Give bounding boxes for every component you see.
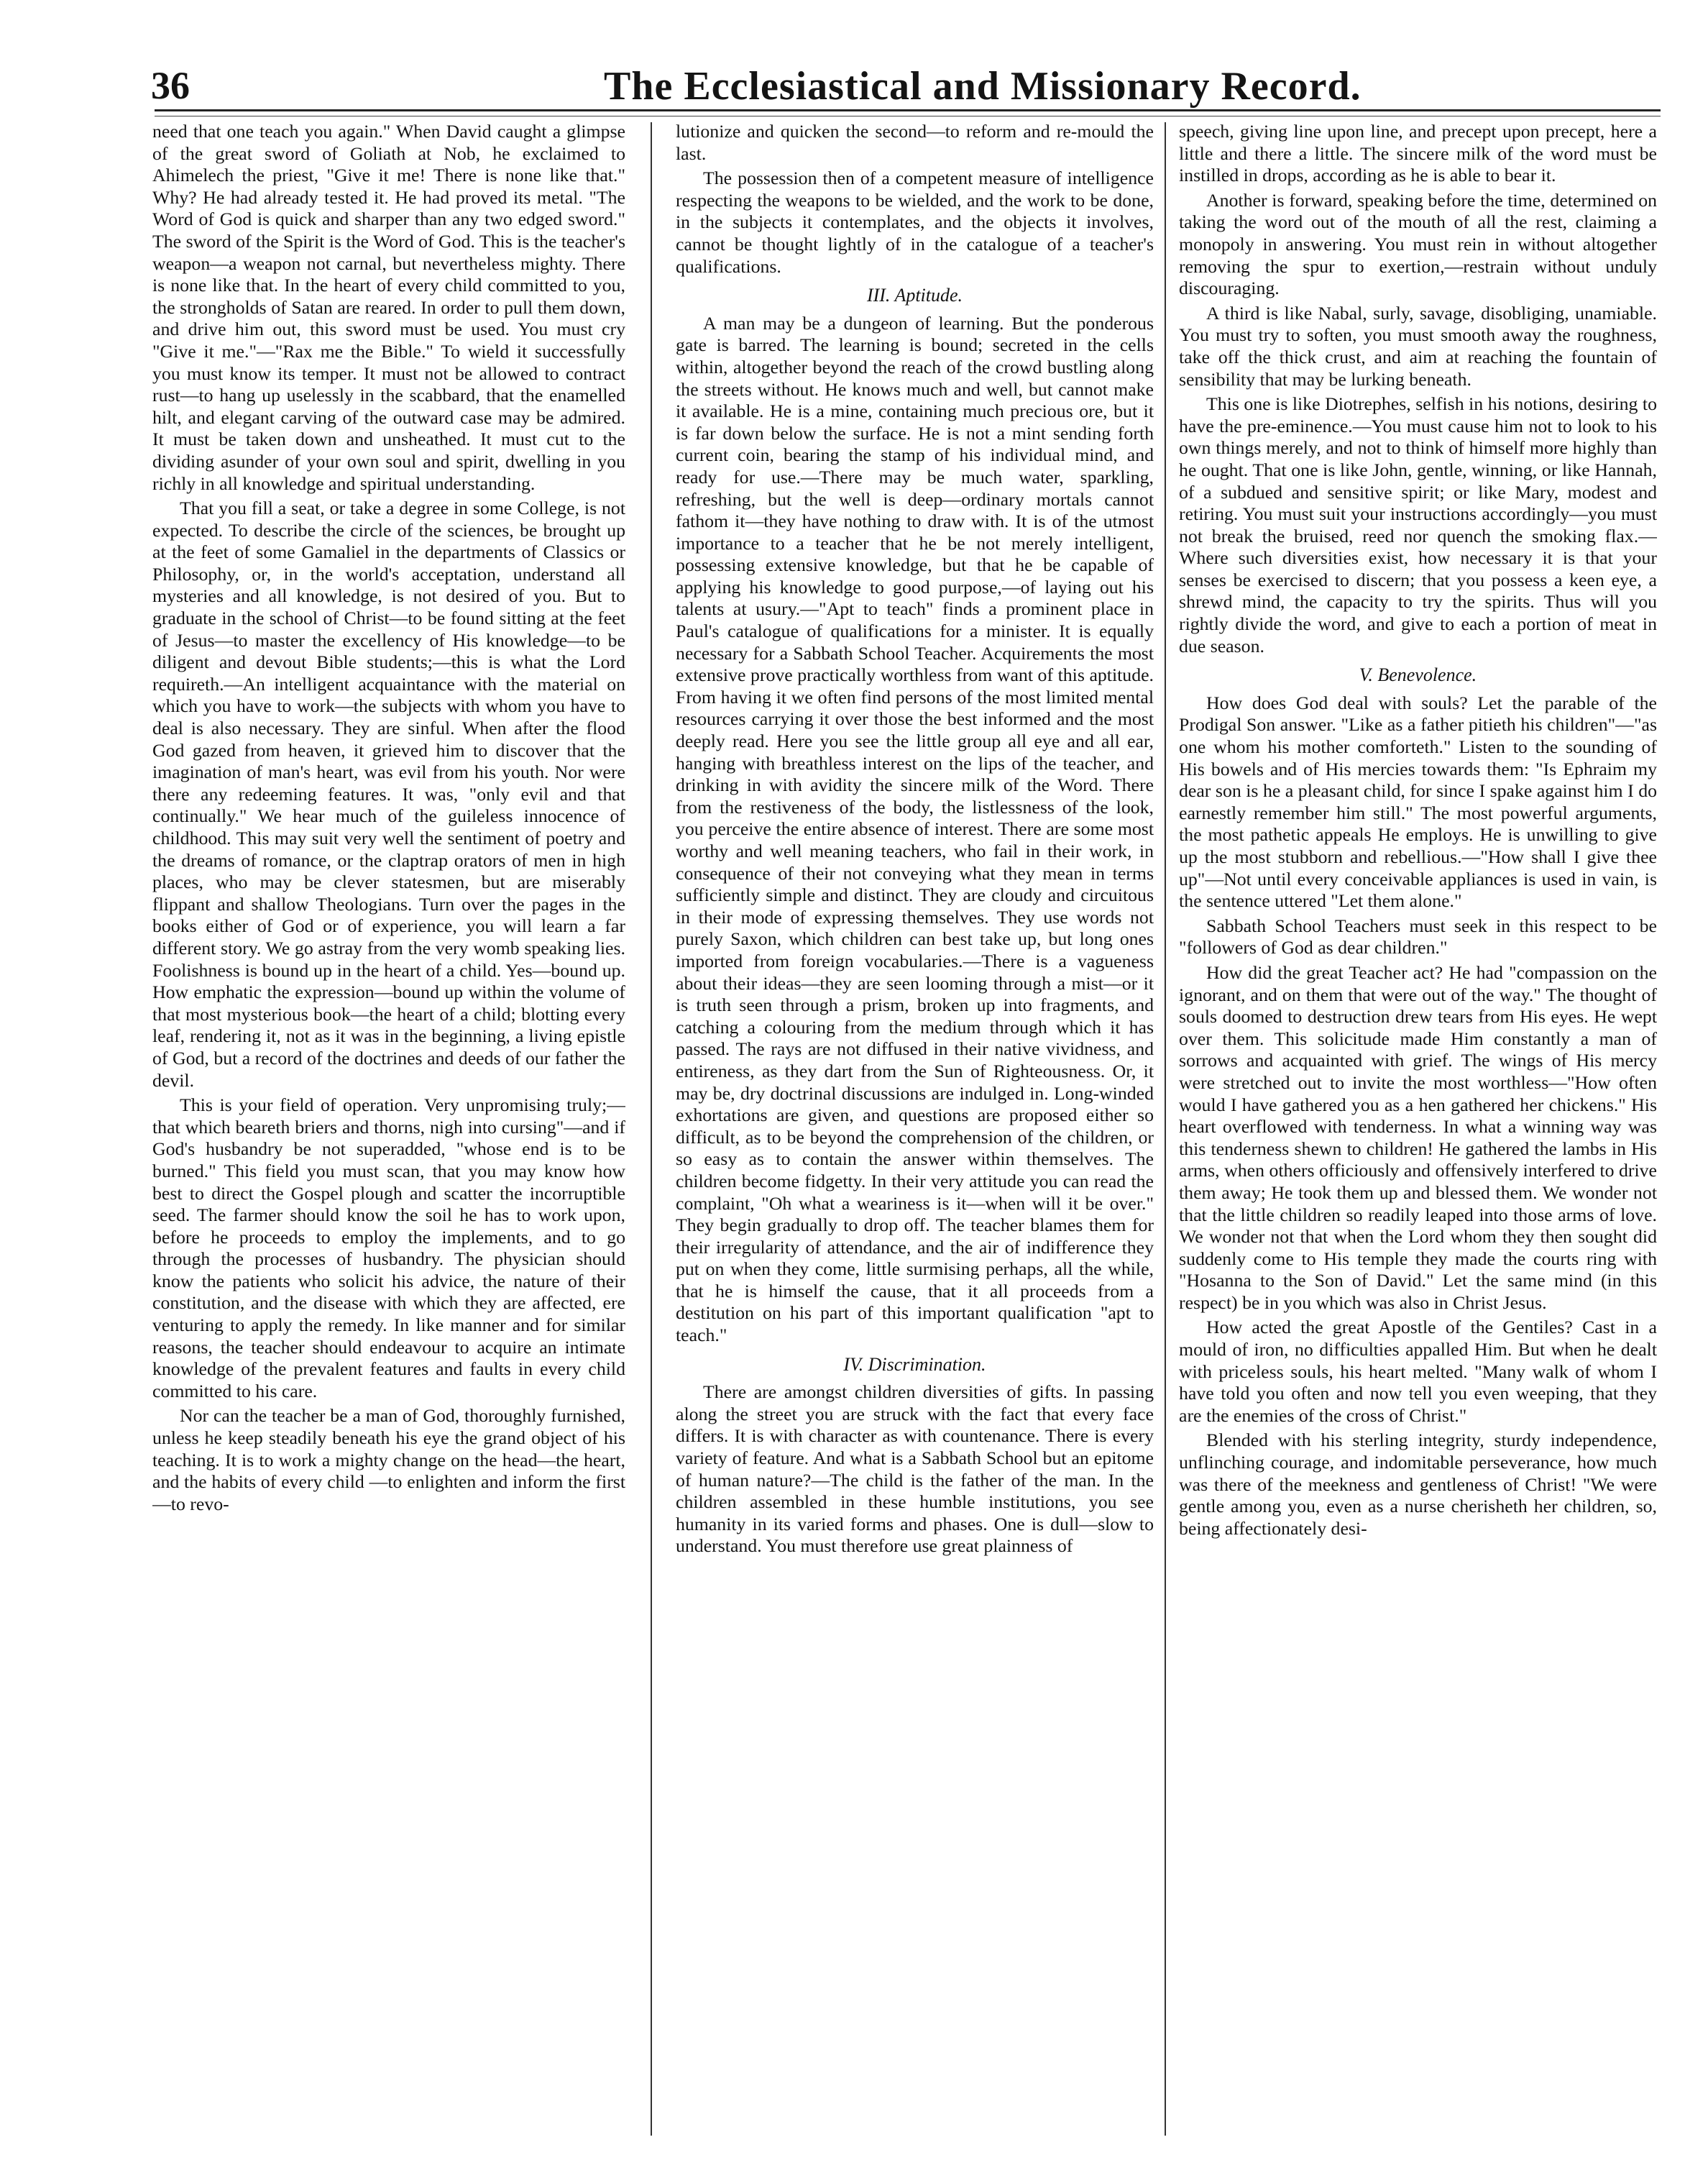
page-header [151,63,1661,114]
paragraph: A man may be a dungeon of learning. But the ponderous gate is barred. The learning is bound; secreted in the cells within, altogether beyond the reach of the crowd bustling along the streets without. He knows much and well, but cannot make it available. He is a mine, containing much precious ore, but it is far down below the surface. He is not a mint sending forth current coin, bearing the stamp of his individual mind, and ready for use.—There may be much water, sparkling, refreshing, but the well is deep—ordinary mortals cannot fathom it—they have nothing to draw with. It is of the utmost importance to a teacher that he be not merely intelligent, possessing extensive knowledge, but that he be capable of applying his knowledge to good purpose,—of laying out his talents at usury.—"Apt to teach" finds a prominent place in Paul's catalogue of qualifications for a minister. It is equally necessary for a Sabbath School Teacher. Acquirements the most extensive prove practically worthless from want of this aptitude. From having it we often find persons of the most limited mental resources carrying it over those the best informed and the most deeply read. Here you see the little group all eye and all ear, hanging with breathless interest on the lips of the teacher, and drinking in with avidity the sincere milk of the Word. There from the restiveness of the body, the listlessness of the look, you perceive the entire absence of interest. There are some most worthy and well meaning teachers, who fail in their work, in consequence of their not conveying what they mean in terms sufficiently simple and distinct. They are cloudy and circuitous in their mode of expressing themselves. They use words not purely Saxon, which children can best take up, but long ones imported from foreign vocabularies.—There is a vagueness about their ideas—they are seen looming through a mist—or it is truth seen through a prism, broken up into fragments, and catching a colouring from the medium through which it has passed. The rays are not diffused in their native vividness, and entireness, as they dart from the Sun of Righteousness. Or, it may be, dry doctrinal discussions are indulged in. Long-winded exhortations are given, and questions are proposed either so difficult, as to be beyond the comprehension of the children, or so easy as to contain the answer within themselves. The children become fidgetty. In their very attitude you can read the complaint, "Oh what a weariness is it—when will it be over." They begin gradually to drop off. The teacher blames them for their irregularity of attendance, and the air of indifference they put on when they come, little surmising perhaps, all the while, that he is himself the cause, that it all proceeds from a destitution on his part of this important qualification "apt to teach." [676,312,1154,1346]
paragraph: Sabbath School Teachers must seek in this respect to be "followers of God as dear children." [1179,915,1657,959]
paragraph: The possession then of a competent measure of intelligence respecting the weapons to be wielded, and the work to be done, in the subjects it contemplates, and the objects it involves, cannot be thought lightly of in the catalogue of a teacher's qualifications. [676,168,1154,277]
running-title: The Ecclesiastical and Missionary Record. [604,64,1362,109]
paragraph: How acted the great Apostle of the Gentiles? Cast in a mould of iron, no difficulties appalled Him. But when he dealt with priceless souls, his heart melted. "Many walk of whom I have told you often and now tell you even weeping, that they are the enemies of the cross of Christ." [1179,1317,1657,1426]
paragraph: Blended with his sterling integrity, sturdy independence, unflinching courage, and indomitable perseverance, how much was there of the meekness and gentleness of Christ! "We were gentle among you, even as a nurse cherisheth her children, so, being affectionately desi- [1179,1429,1657,1539]
paragraph: There are amongst children diversities of gifts. In passing along the street you are struck with the fact that every face differs. It is with character as with countenance. There is every variety of feature. And what is a Sabbath School but an epitome of human nature?—The child is the father of the man. In the children assembled in these humble institutions, you see humanity in its varied forms and phases. One is dull—slow to understand. You must therefore use great plainness of [676,1381,1154,1557]
column-divider [651,122,652,2136]
paragraph: That you fill a seat, or take a degree in some College, is not expected. To describe the circle of the sciences, be brought up at the feet of some Gamaliel in the departments of Classics or Philosophy, or, in the world's acceptation, understand all mysteries and all knowledge, is not desired of you. But to graduate in the school of Christ—to be found sitting at the feet of Jesus—to master the excellency of His knowledge—to be diligent and devout Bible students;—this is what the Lord requireth.—An intelligent acquaintance with the material on which you have to work—the subjects with whom you have to deal is also necessary. They are sinful. When after the flood God gazed from heaven, it grieved him to discover that the imagination of man's heart, was evil from his youth. Nor were there any redeeming features. It was, "only evil and that continually." We hear much of the guileless innocence of childhood. This may suit very well the sentiment of poetry and the dreams of romance, or the claptrap orators of men in high places, who may be clever statesmen, but are miserably flippant and shallow Theologians. Turn over the pages in the books either of God or of experience, you will learn a far different story. We go astray from the very womb speaking lies. Foolishness is bound up in the heart of a child. Yes—bound up. How emphatic the expression—bound up within the volume of that most mysterious book—the heart of a child; blotting every leaf, rendering it, not as it was in the beginning, a living epistle of God, but a record of the doctrines and deeds of our father the devil. [152,498,625,1091]
text-column-2 [676,121,1154,2141]
section-heading: III. Aptitude. [866,285,963,306]
paragraph: need that one teach you again." When David caught a glimpse of the great sword of Goliath at Nob, he exclaimed to Ahimelech the priest, "Give it me! There is none like that." Why? He had already tested it. He had proved its metal. "The Word of God is quick and sharper than any two edged sword." The sword of the Spirit is the Word of God. This is the teacher's weapon—a weapon not carnal, but nevertheless mighty. There is none like that. In the heart of every child committed to you, the strongholds of Satan are reared. In order to pull them down, and drive him out, this sword must be used. You must cry "Give it me."—"Rax me the Bible." To wield it successfully you must know its temper. It must not be allowed to contract rust—to hang up uselessly in the scabbard, that the enamelled hilt, and elegant carving of the outward case may be admired. It must be taken down and unsheathed. It must cut to the dividing asunder of your own soul and spirit, dwelling in you richly in all knowledge and spiritual understanding. [152,121,625,494]
text-column-3 [1179,121,1657,2141]
paragraph: Another is forward, speaking before the time, determined on taking the word out of the mouth of all the rest, claiming a monopoly in answering. You must rein in without altogether removing the spur to exertion,—restrain without unduly discouraging. [1179,189,1657,299]
paragraph: lutionize and quicken the second—to reform and re-mould the last. [676,121,1154,164]
section-heading: IV. Discrimination. [843,1353,986,1375]
section-heading: V. Benevolence. [1359,664,1477,686]
header-rule [155,109,1661,116]
paragraph: This is your field of operation. Very unpromising truly;—that which beareth briers and thorns, nigh into cursing"—and if God's husbandry be not superadded, "whose end is to be burned." This field you must scan, that you may know how best to direct the Gospel plough and scatter the incorruptible seed. The farmer should know the soil he has to work upon, before he proceeds to employ the implements, and to go through the processes of husbandry. The physician should know the patients who solicit his advice, the nature of their constitution, and the disease with which they are affected, ere venturing to apply the remedy. In like manner and for similar reasons, the teacher should endeavour to acquire an intimate knowledge of the prevalent features and faults in every child committed to his care. [152,1094,625,1401]
paragraph: How did the great Teacher act? He had "compassion on the ignorant, and on them that were out of the way." The thought of souls doomed to destruction drew tears from His eyes. He wept over them. This solicitude made Him constantly a man of sorrows and acquainted with grief. The wings of His mercy were stretched out to invite the most worthless—"How often would I have gathered you as a hen gathered her chickens." His heart overflowed with tenderness. In what a winning way was this tenderness shewn to children! He gathered the lambs in His arms, when others officiously and offensively interfered to drive them away; He took them up and blessed them. We wonder not that the little children so readily leaped into those arms of love. We wonder not that when the Lord whom they then sought did suddenly come to His temple they made the courts ring with "Hosanna to the Son of David." Let the same mind (in this respect) be in you which was also in Christ Jesus. [1179,961,1657,1313]
page-number: 36 [151,64,190,107]
paragraph: speech, giving line upon line, and precept upon precept, here a little and there a little. The sincere milk of the word must be instilled in drops, according as he is able to bear it. [1179,121,1657,186]
paragraph: A third is like Nabal, surly, savage, disobliging, unamiable. You must try to soften, you must smooth away the roughness, take off the thick crust, and aim at reaching the fountain of sensibility that may be lurking beneath. [1179,302,1657,390]
paragraph: Nor can the teacher be a man of God, thoroughly furnished, unless he keep steadily beneath his eye the grand object of his teaching. It is to work a mighty change on the head—the heart, and the habits of every child —to enlighten and inform the first—to revo- [152,1405,625,1514]
column-divider [1165,122,1166,2136]
paragraph: This one is like Diotrephes, selfish in his notions, desiring to have the pre-eminence.—You must cause him not to look to his own things merely, and not to think of himself more highly than he ought. That one is like John, gentle, winning, or like Hannah, of a subdued and sensitive spirit; or like Mary, modest and retiring. You must suit your instructions accordingly—you must not break the bruised, reed nor quench the smoking flax.—Where such diversities exist, how necessary it is that your senses be exercised to discern; that you possess a keen eye, a shrewd mind, the capacity to try the spirits. Thus will you rightly divide the word, and give to each a portion of meat in due season. [1179,393,1657,657]
paragraph: How does God deal with souls? Let the parable of the Prodigal Son answer. "Like as a father pitieth his children"—"as one whom his mother comforteth." Listen to the sounding of His bowels and of His mercies towards them: "Is Ephraim my dear son is he a pleasant child, for since I spake against him I do earnestly remember him still." The most powerful arguments, the most pathetic appeals He employs. He is unwilling to give up the most stubborn and rebellious.—"How shall I give thee up"—Not until every conceivable appliances is used in vain, is the sentence uttered "Let them alone." [1179,692,1657,912]
text-column-1 [152,121,625,2141]
